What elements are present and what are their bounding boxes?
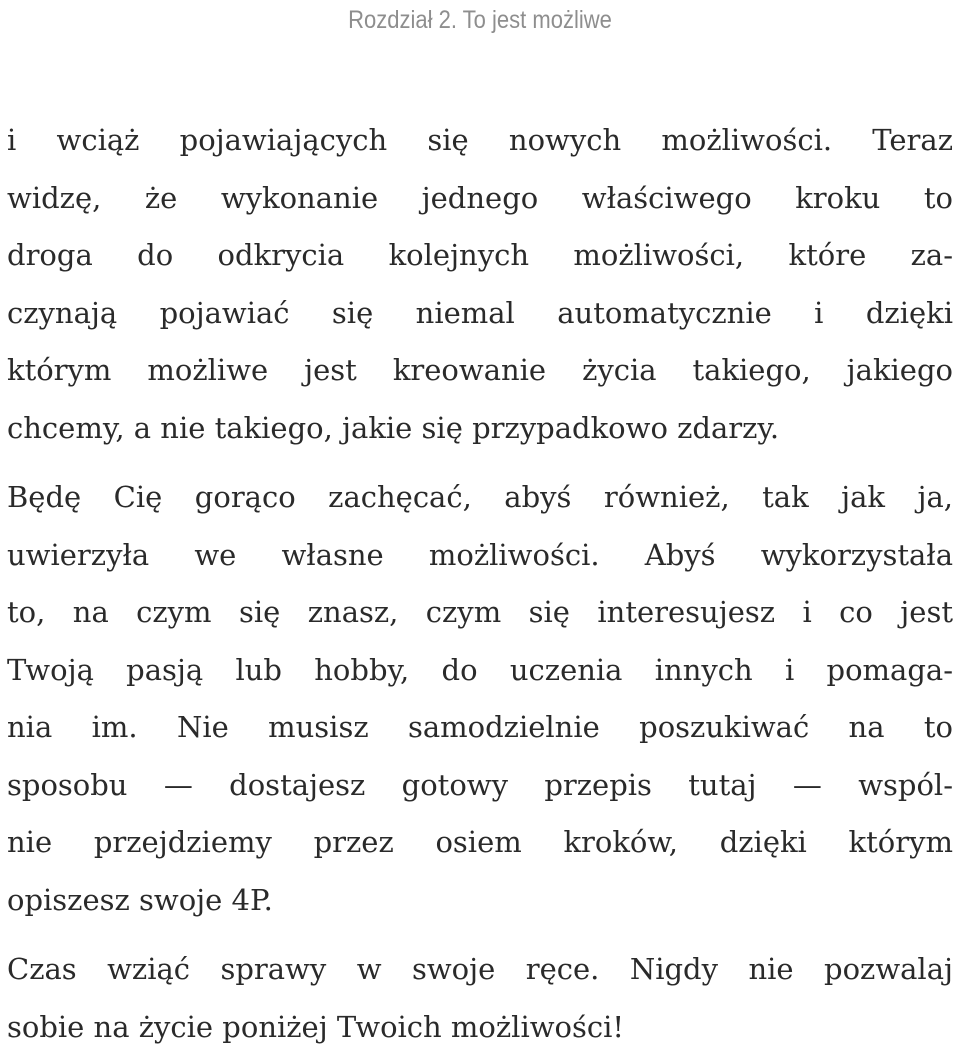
text-line: którym możliwe jest kreowanie życia takiego, jakiego [7, 353, 953, 387]
text-line: sobie na życie poniżej Twoich możliwości! [7, 1009, 625, 1044]
text-line: Czas wziąć sprawy w swoje ręce. Nigdy nie pozwalaj [7, 952, 953, 986]
text-line: chcemy, a nie takiego, jakie się przypadkowo zdarzy. [7, 410, 780, 445]
text-line: opiszesz swoje 4P. [7, 882, 273, 917]
chapter-header: Rozdział 2. To jest możliwe [348, 6, 612, 34]
paragraph-3 [7, 941, 953, 1056]
text-line: widzę, że wykonanie jednego właściwego kroku to [7, 180, 953, 215]
paragraph-spacer [7, 457, 953, 469]
text-line: nie przejdziemy przez osiem kroków, dzięki którym [7, 825, 953, 859]
text-line: Będę Cię gorąco zachęcać, abyś również, tak jak ja, [7, 480, 953, 514]
paragraph-2 [7, 469, 953, 929]
paragraph-1 [7, 112, 953, 457]
text-line: czynają pojawiać się niemal automatycznie i dzięki [7, 295, 953, 330]
text-line: i wciąż pojawiających się nowych możliwości. Teraz [7, 123, 953, 157]
text-line: nia im. Nie musisz samodzielnie poszukiwać na to [7, 710, 953, 744]
text-line: droga do odkrycia kolejnych możliwości, które za- [7, 238, 953, 272]
text-line: uwierzyła we własne możliwości. Abyś wykorzystała [7, 537, 953, 572]
body-text [7, 112, 953, 1056]
text-line: sposobu — dostajesz gotowy przepis tutaj — wspól- [7, 767, 953, 802]
text-line: to, na czym się znasz, czym się interesujesz i co jest [7, 595, 953, 629]
paragraph-spacer [7, 929, 953, 941]
text-line: Twoją pasją lub hobby, do uczenia innych i pomaga- [7, 652, 953, 687]
